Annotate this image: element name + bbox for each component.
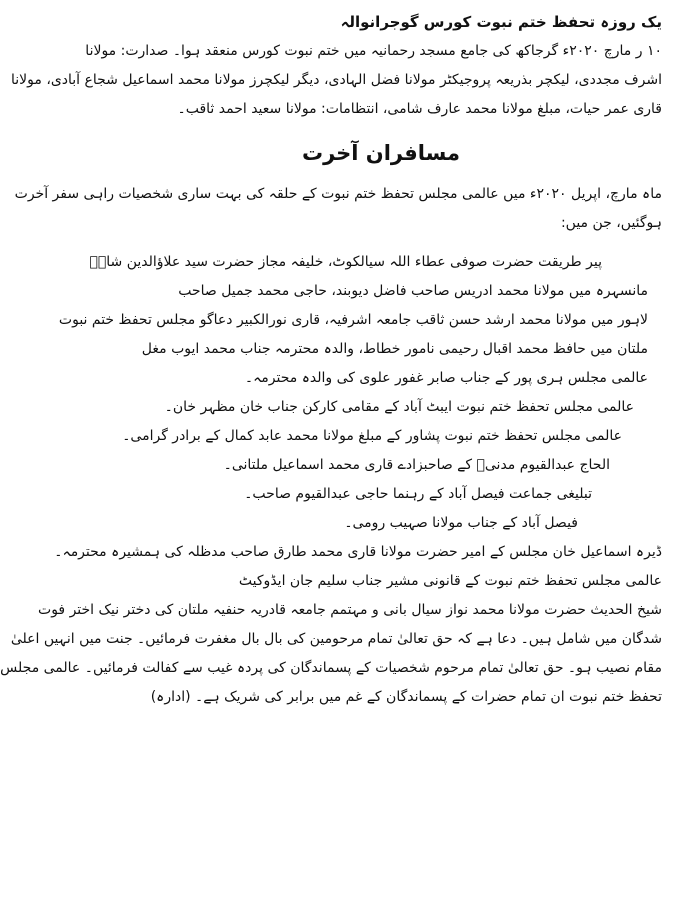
intro-line: ماہ مارچ، اپریل ۲۰۲۰ء میں عالمی مجلس تحفظ ختم نبوت کے حلقہ کی بہت ساری شخصیات راہی سفر آخرت (14, 186, 662, 202)
deceased-list-item: فیصل آباد کے جناب مولانا صہیب رومی۔ (344, 515, 578, 531)
intro-line: ہوگئیں، جن میں: (560, 215, 662, 231)
deceased-list-item: تبلیغی جماعت فیصل آباد کے رہنما حاجی عبدالقیوم صاحب۔ (244, 486, 592, 502)
deceased-list-item: پیر طریقت حضرت صوفی عطاء اللہ سیالکوٹ، خلیفہ مجاز حضرت سید علاؤالدین شاہؒ (89, 254, 602, 270)
closing-line: شدگان میں شامل ہیں۔ دعا ہے کہ حق تعالیٰ تمام مرحومین کی بال بال مغفرت فرمائیں۔ جنت میں انہیں اعلیٰ (10, 631, 662, 647)
deceased-list-item: لاہور میں مولانا محمد ارشد حسن ثاقب جامعہ اشرفیہ، قاری نورالکبیر دعاگو مجلس تحفظ ختم نبوت (58, 312, 648, 328)
course-line: ۱۰ ر مارچ ۲۰۲۰ء گرجاکھ کی جامع مسجد رحمانیہ میں ختم نبوت کورس منعقد ہوا۔ صدارت: مولانا (85, 43, 662, 59)
closing-line: مقام نصیب ہو۔ حق تعالیٰ تمام مرحوم شخصیات کے پسماندگان کی پردہ غیب سے کفالت فرمائیں۔ عالمی مجلس (0, 660, 662, 676)
course-line: قاری عمر حیات، مبلغ مولانا محمد عارف شامی، انتظامات: مولانا سعید احمد ثاقب۔ (177, 101, 662, 117)
deceased-list-item: مانسہرہ میں مولانا محمد ادریس صاحب فاضل دیوبند، حاجی محمد جمیل صاحب (178, 283, 648, 299)
article-title-musafiran: مسافران آخرت (301, 141, 460, 165)
deceased-list-item: عالمی مجلس تحفظ ختم نبوت کے قانونی مشیر جناب سلیم جان ایڈوکیٹ (238, 573, 662, 589)
closing-line: تحفظ ختم نبوت ان تمام حضرات کے پسماندگان کے غم میں برابر کی شریک ہے۔ (ادارہ) (150, 689, 662, 705)
article-heading-course: یک روزہ تحفظ ختم نبوت کورس گوجرانوالہ (340, 13, 662, 31)
deceased-list-item: ملتان میں حافظ محمد اقبال رحیمی نامور خطاط، والدہ محترمہ جناب محمد ایوب مغل (141, 341, 648, 357)
closing-line: شیخ الحدیث حضرت مولانا محمد نواز سیال بانی و مہتمم جامعہ قادریہ حنفیہ ملتان کی دختر نیک اختر فوت (38, 602, 662, 618)
deceased-list-item: ڈیرہ اسماعیل خان مجلس کے امیر حضرت مولانا قاری محمد طارق صاحب مدظلہ کی ہمشیرہ محترمہ۔ (54, 544, 662, 560)
course-line: اشرف مجددی، لیکچر بذریعہ پروجیکٹر مولانا فضل الہادی، دیگر لیکچرز مولانا محمد اسماعیل شجاع آبادی، مولانا (10, 72, 662, 88)
deceased-list-item: الحاج عبدالقیوم مدنیؒ کے صاحبزادے قاری محمد اسماعیل ملتانی۔ (223, 457, 610, 473)
deceased-list-item: عالمی مجلس تحفظ ختم نبوت ایبٹ آباد کے مقامی کارکن جناب خان مظہر خان۔ (164, 399, 634, 415)
deceased-list-item: عالمی مجلس ہری پور کے جناب صابر غفور علوی کی والدہ محترمہ۔ (244, 370, 648, 386)
deceased-list-item: عالمی مجلس تحفظ ختم نبوت پشاور کے مبلغ مولانا محمد عابد کمال کے برادر گرامی۔ (122, 428, 622, 444)
